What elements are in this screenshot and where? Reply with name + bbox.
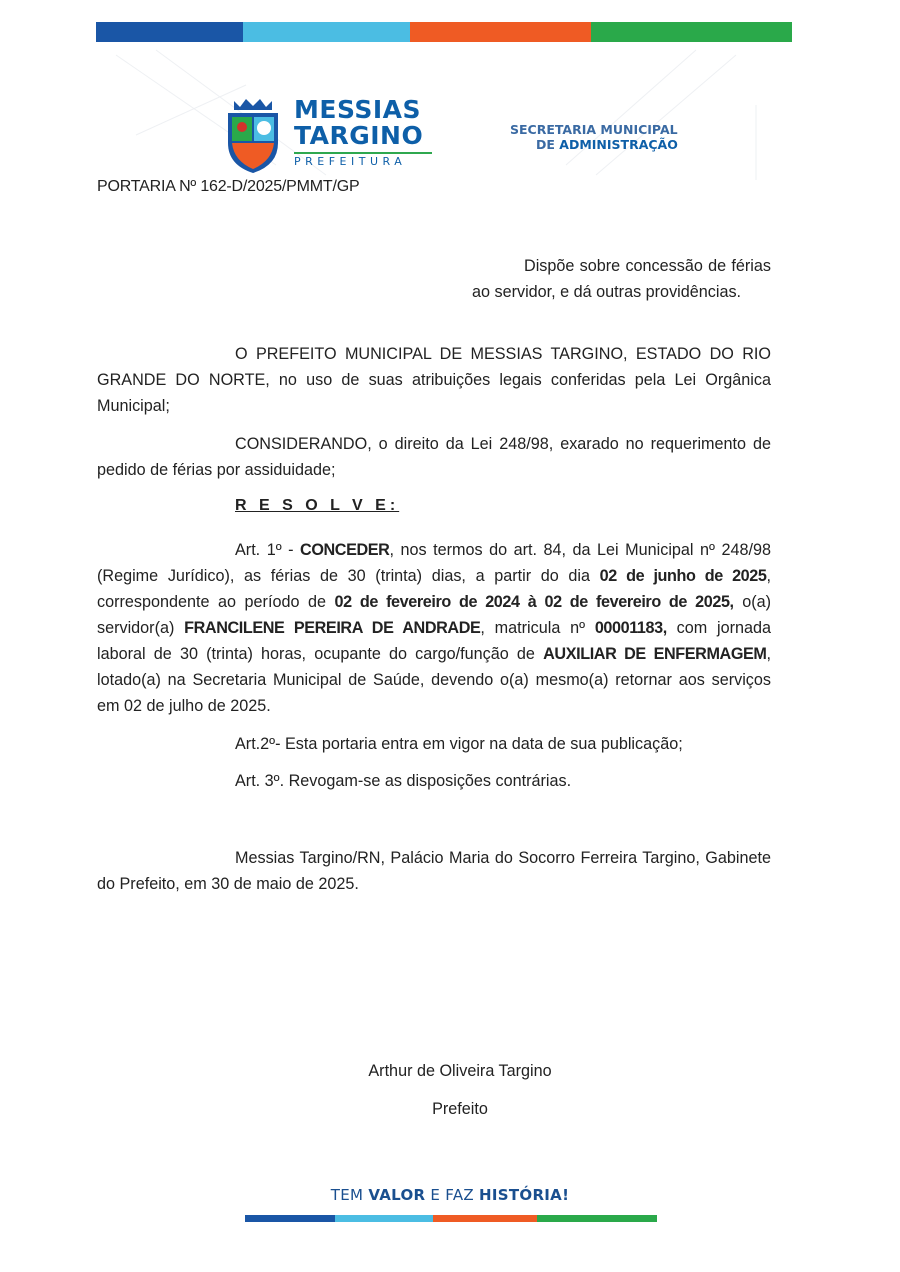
place-date-text: Messias Targino/RN, Palácio Maria do Socorro Ferreira Targino, Gabinete do Prefeito, em 30 de maio de 2025. — [97, 849, 771, 893]
bar-segment-cyan — [243, 22, 410, 42]
logo-subtitle: PREFEITURA — [294, 152, 432, 168]
art1-text: , matricula nº — [480, 619, 595, 637]
footer-slogan — [0, 1186, 900, 1204]
slogan-bold: VALOR — [368, 1186, 426, 1204]
secretaria-line2-bold: ADMINISTRAÇÃO — [559, 137, 678, 152]
art3-text: Art. 3º. Revogam-se as disposições contrárias. — [235, 772, 572, 790]
art1-period: 02 de fevereiro de 2024 à 02 de fevereiro de 2025, — [334, 593, 734, 611]
bar-segment-orange — [433, 1215, 537, 1222]
art1-text: , lotado(a) na Secretaria Municipal de Saúde, devendo o(a) mesmo(a) retornar aos serviços em 02 de julho de 2025. — [97, 645, 772, 715]
secretaria-line1: SECRETARIA MUNICIPAL — [510, 122, 678, 137]
art1-employee-name: FRANCILENE PEREIRA DE ANDRADE — [184, 619, 481, 637]
art1-start-date: 02 de junho de 2025 — [599, 567, 767, 585]
bar-segment-green — [591, 22, 792, 42]
header-watermark — [96, 45, 792, 185]
art1-text: com jornada laboral de 30 (trinta) horas, ocupante do cargo/função de — [97, 619, 771, 663]
prefeitura-logo — [222, 97, 442, 175]
article-1 — [97, 537, 771, 719]
secretaria-line2-prefix: DE — [536, 137, 560, 152]
bar-segment-green — [537, 1215, 657, 1222]
art1-action: CONCEDER — [300, 541, 390, 559]
article-3 — [97, 768, 771, 794]
slogan-bold: HISTÓRIA! — [479, 1186, 570, 1204]
preamble-paragraph — [97, 341, 771, 419]
header-color-bar — [96, 22, 792, 42]
slogan-part: E FAZ — [425, 1186, 480, 1204]
art1-position: AUXILIAR DE ENFERMAGEM — [543, 645, 767, 663]
signer-title: Prefeito — [432, 1100, 488, 1118]
ementa — [472, 253, 771, 305]
art2-text: Art.2º- Esta portaria entra em vigor na data de sua publicação; — [235, 735, 683, 753]
art1-text: o(a) servidor(a) — [97, 593, 771, 637]
secretaria-line2 — [510, 137, 678, 152]
considerando-paragraph — [97, 431, 771, 483]
logo-name-line1: MESSIAS — [294, 95, 421, 124]
bar-segment-blue — [245, 1215, 335, 1222]
art1-text: , nos termos do art. 84, da Lei Municipal nº 248/98 (Regime Jurídico), as férias de 30 (trinta) dias, a partir do dia — [97, 541, 771, 585]
slogan-part: TEM — [330, 1186, 369, 1204]
bar-segment-cyan — [335, 1215, 433, 1222]
resolve-heading: R E S O L V E: — [235, 497, 400, 514]
portaria-number: PORTARIA Nº 162-D/2025/PMMT/GP — [97, 178, 360, 195]
logo-name-line2: TARGINO — [294, 121, 424, 150]
bar-segment-orange — [410, 22, 591, 42]
art1-text: Art. 1º - — [235, 541, 301, 559]
art1-registration: 00001183, — [594, 619, 667, 637]
ementa-text: Dispõe sobre concessão de férias ao servidor, e dá outras providências. — [472, 257, 771, 301]
art1-text: , correspondente ao período de — [97, 567, 771, 611]
preamble-text: O PREFEITO MUNICIPAL DE MESSIAS TARGINO, ESTADO DO RIO GRANDE DO NORTE, no uso de suas atribuições legais conferidas pela Lei Orgânica Municipal; — [97, 345, 771, 415]
place-date-paragraph — [97, 845, 771, 897]
secretaria-label — [510, 122, 678, 152]
footer-color-bar — [245, 1215, 657, 1222]
article-2 — [97, 731, 771, 757]
considerando-text: CONSIDERANDO, o direito da Lei 248/98, exarado no requerimento de pedido de férias por assiduidade; — [97, 435, 771, 479]
coat-of-arms-icon — [222, 97, 284, 175]
bar-segment-blue — [96, 22, 243, 42]
signer-name: Arthur de Oliveira Targino — [368, 1062, 552, 1080]
